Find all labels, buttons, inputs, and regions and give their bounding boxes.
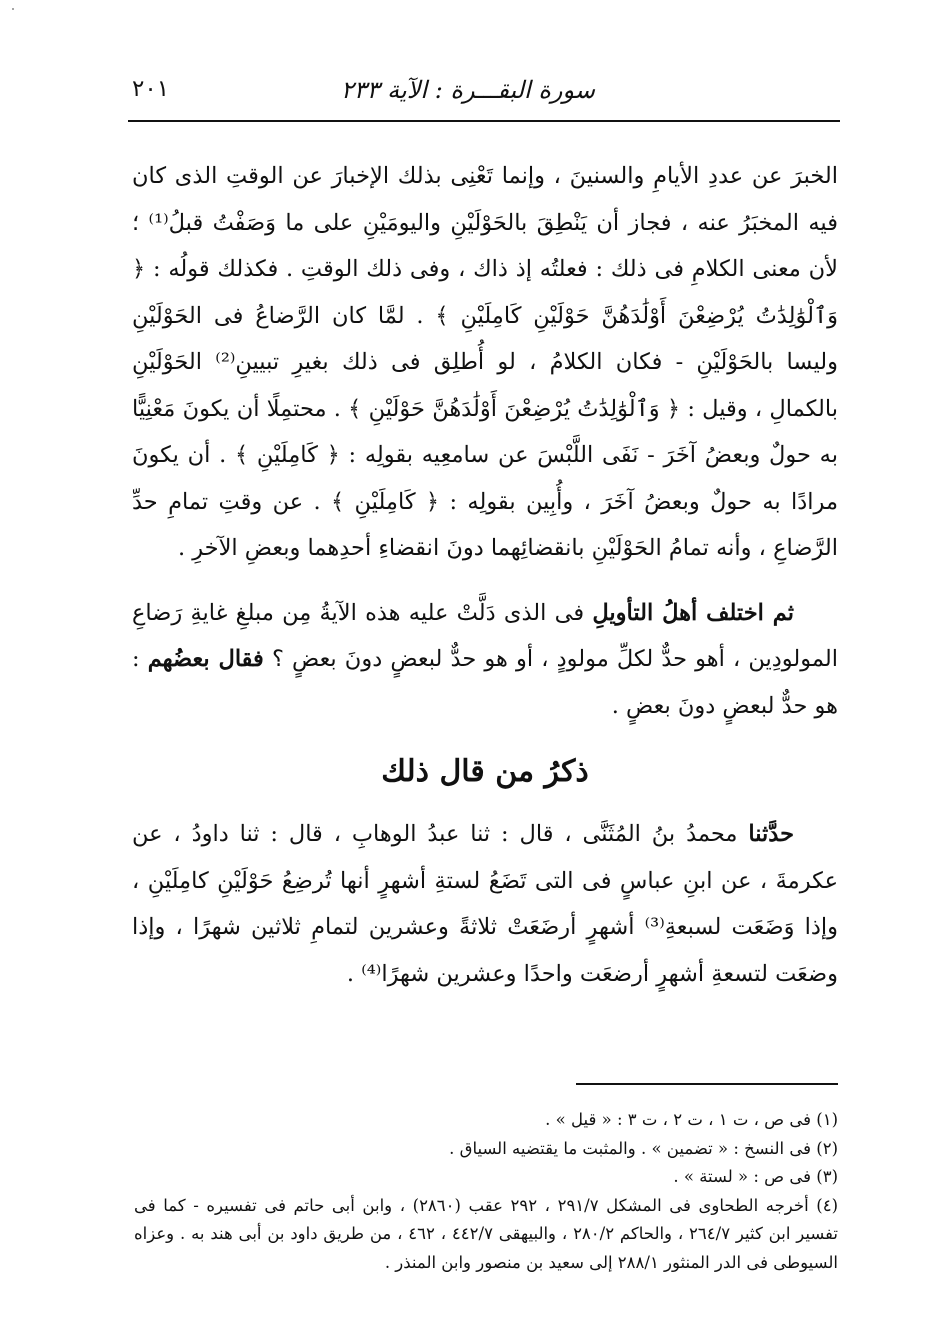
paragraph-3 (132, 811, 838, 997)
running-header (128, 72, 840, 122)
section-heading: ذكرُ من قال ذلك (381, 754, 589, 789)
paragraph-3-text: محمدُ بنُ المُثَنَّى ، قال : ثنا عبدُ الوهابِ ، قال : ثنا داودُ ، عن عكرمةَ ، عن ابنِ عباسٍ فى التى تَضَعُ لستةِ أشهرٍ أنها تُرضِعُ حَوْلَيْنِ كامِلَيْنِ ، وإذا وَضَعَت لسبعةِ⁽³⁾ أشهرٍ أرضَعَتْ ثلاثةً وعشرين لتمامِ ثلاثين شهرًا ، وإذا وضعَت لتسعةِ أشهرٍ أرضعَت واحدًا وعشرين شهرًا⁽⁴⁾ . (132, 821, 838, 987)
paragraph-2-lead: ثم اختلف أهلُ التأويلِ (592, 599, 794, 626)
page-number: ٢٠١ (132, 76, 170, 102)
footnotes (134, 1106, 838, 1277)
paragraph-3-lead: حدَّثنا (748, 821, 794, 847)
footnote-3: (٣) فى ص : « لستة » . (673, 1167, 838, 1186)
paragraph-1: الخبرَ عن عددِ الأيامِ والسنينَ ، وإنما تَعْنِى بذلك الإخبارَ عن الوقتِ الذى كان فيه المخبَرُ عنه ، فجاز أن يَنْطِقَ بالحَوْلَيْنِ واليومَيْنِ على ما وَصَفْتُ قبلُ⁽¹⁾ ؛ لأن معنى الكلامِ فى ذلك : فعلتُه إذ ذاك ، وفى ذلك الوقتِ . فكذلك قولُه : ﴿ وَٱلْوَٰلِدَٰتُ يُرْضِعْنَ أَوْلَٰدَهُنَّ حَوْلَيْنِ كَامِلَيْنِ ﴾ . لمَّا كان الرَّضاعُ فى الحَوْلَيْنِ وليسا بالحَوْلَيْنِ - فكان الكلامُ ، لو أُطلِق فى ذلك بغيرِ تبيينِ⁽²⁾ الحَوْلَيْنِ بالكمالِ ، وقيل : ﴿ وَٱلْوَٰلِدَٰتُ يُرْضِعْنَ أَوْلَٰدَهُنَّ حَوْلَيْنِ ﴾ . محتمِلًا أن يكونَ مَعْنِيًّا به حولٌ وبعضُ آخَرَ - نَفَى اللَّبْسَ عن سامعِيه بقولِه : ﴿ كَامِلَيْنِ ﴾ . أن يكونَ مرادًا به حولٌ وبعضُ آخَرَ ، وأُبِين بقولِه : ﴿ كَامِلَيْنِ ﴾ . عن وقتِ تمامِ حدِّ الرَّضاعِ ، وأنه تمامُ الحَوْلَيْنِ بانقضائِهما دونَ انقضاءِ أحدِهما وبعضِ الآخرِ . (132, 163, 838, 561)
paragraph-2-bold: فقال بعضُهم (147, 646, 264, 672)
footnote-1: (١) فى ص ، ت ١ ، ت ٢ ، ت ٣ : « قيل » . (545, 1110, 838, 1129)
paragraph-2-text: فى الذى دَلَّتْ عليه هذه الآيةُ مِن مبلغِ غايةِ رَضاعِ المولودِين ، أهو حدٌّ لكلِّ مولودٍ ، أو هو حدٌّ لبعضٍ دونَ بعضٍ ؟ (132, 599, 839, 672)
footnote-4: (٤) أخرجه الطحاوى فى المشكل ٢٩١/٧ ، ٢٩٢ عقب (٢٨٦٠) ، وابن أبى حاتم فى تفسيره - كما فى تفسير ابن كثير ٢٦٤/٧ ، والحاكم ٢٨٠/٢ ، والبيهقى ٤٤٢/٧ ، ٤٦٢ ، من طريق داود بن أبى هند به . وعزاه السيوطى فى الدر المنثور ٢٨٨/١ إلى سعيد بن منصور وابن المنذر . (134, 1195, 839, 1272)
header-rule (128, 120, 840, 122)
footnote-rule (576, 1083, 838, 1085)
surah-title: سورة البقـــرة : الآية ٢٣٣ (340, 76, 595, 104)
main-text (132, 153, 838, 1015)
paragraph-2-tail: : هو حدٌّ لبعضٍ دونَ بعضٍ . (132, 646, 838, 719)
footnote-2: (٢) فى النسخ : « تضمين » . والمثبت ما يقتضيه السياق . (449, 1138, 838, 1158)
paragraph-2 (132, 590, 838, 730)
scan-speck (12, 8, 14, 10)
